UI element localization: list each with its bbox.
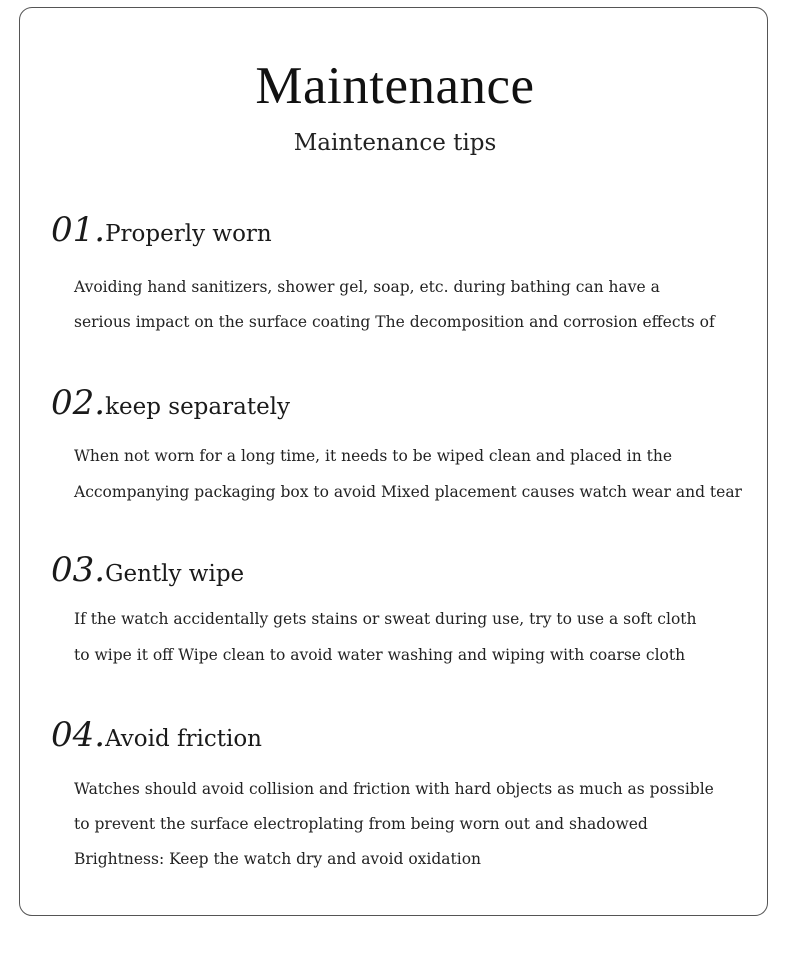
page-title: Maintenance bbox=[255, 57, 535, 115]
tip-heading bbox=[51, 381, 290, 431]
tip-number: 01. bbox=[51, 210, 106, 250]
tip-text-line: If the watch accidentally gets stains or sweat during use, try to use a soft cloth bbox=[74, 610, 697, 628]
tip-text-line: When not worn for a long time, it needs to be wiped clean and placed in the bbox=[74, 447, 673, 465]
tip-name: keep separately bbox=[105, 394, 291, 420]
tip-number: 03. bbox=[51, 550, 106, 590]
tip-text-line: Accompanying packaging box to avoid Mixed placement causes watch wear and tear bbox=[74, 483, 742, 501]
tip-name: Properly worn bbox=[105, 221, 272, 247]
tip-text-line: Watches should avoid collision and friction with hard objects as much as possible bbox=[74, 780, 714, 798]
tip-text-line: to wipe it off Wipe clean to avoid water washing and wiping with coarse cloth bbox=[74, 646, 686, 664]
tip-number: 02. bbox=[51, 383, 106, 423]
tip-heading bbox=[51, 713, 262, 763]
tip-text-line: Avoiding hand sanitizers, shower gel, soap, etc. during bathing can have a bbox=[74, 278, 660, 296]
tip-text-line: Brightness: Keep the watch dry and avoid oxidation bbox=[74, 850, 482, 868]
tip-text-line: serious impact on the surface coating The decomposition and corrosion effects of bbox=[74, 313, 715, 331]
page-subtitle: Maintenance tips bbox=[293, 130, 497, 156]
tip-heading bbox=[51, 548, 244, 598]
tip-heading bbox=[51, 208, 272, 258]
tip-name: Avoid friction bbox=[105, 726, 262, 752]
tip-number: 04. bbox=[51, 715, 106, 755]
tip-name: Gently wipe bbox=[105, 561, 245, 587]
tip-text-line: to prevent the surface electroplating from being worn out and shadowed bbox=[74, 815, 648, 833]
